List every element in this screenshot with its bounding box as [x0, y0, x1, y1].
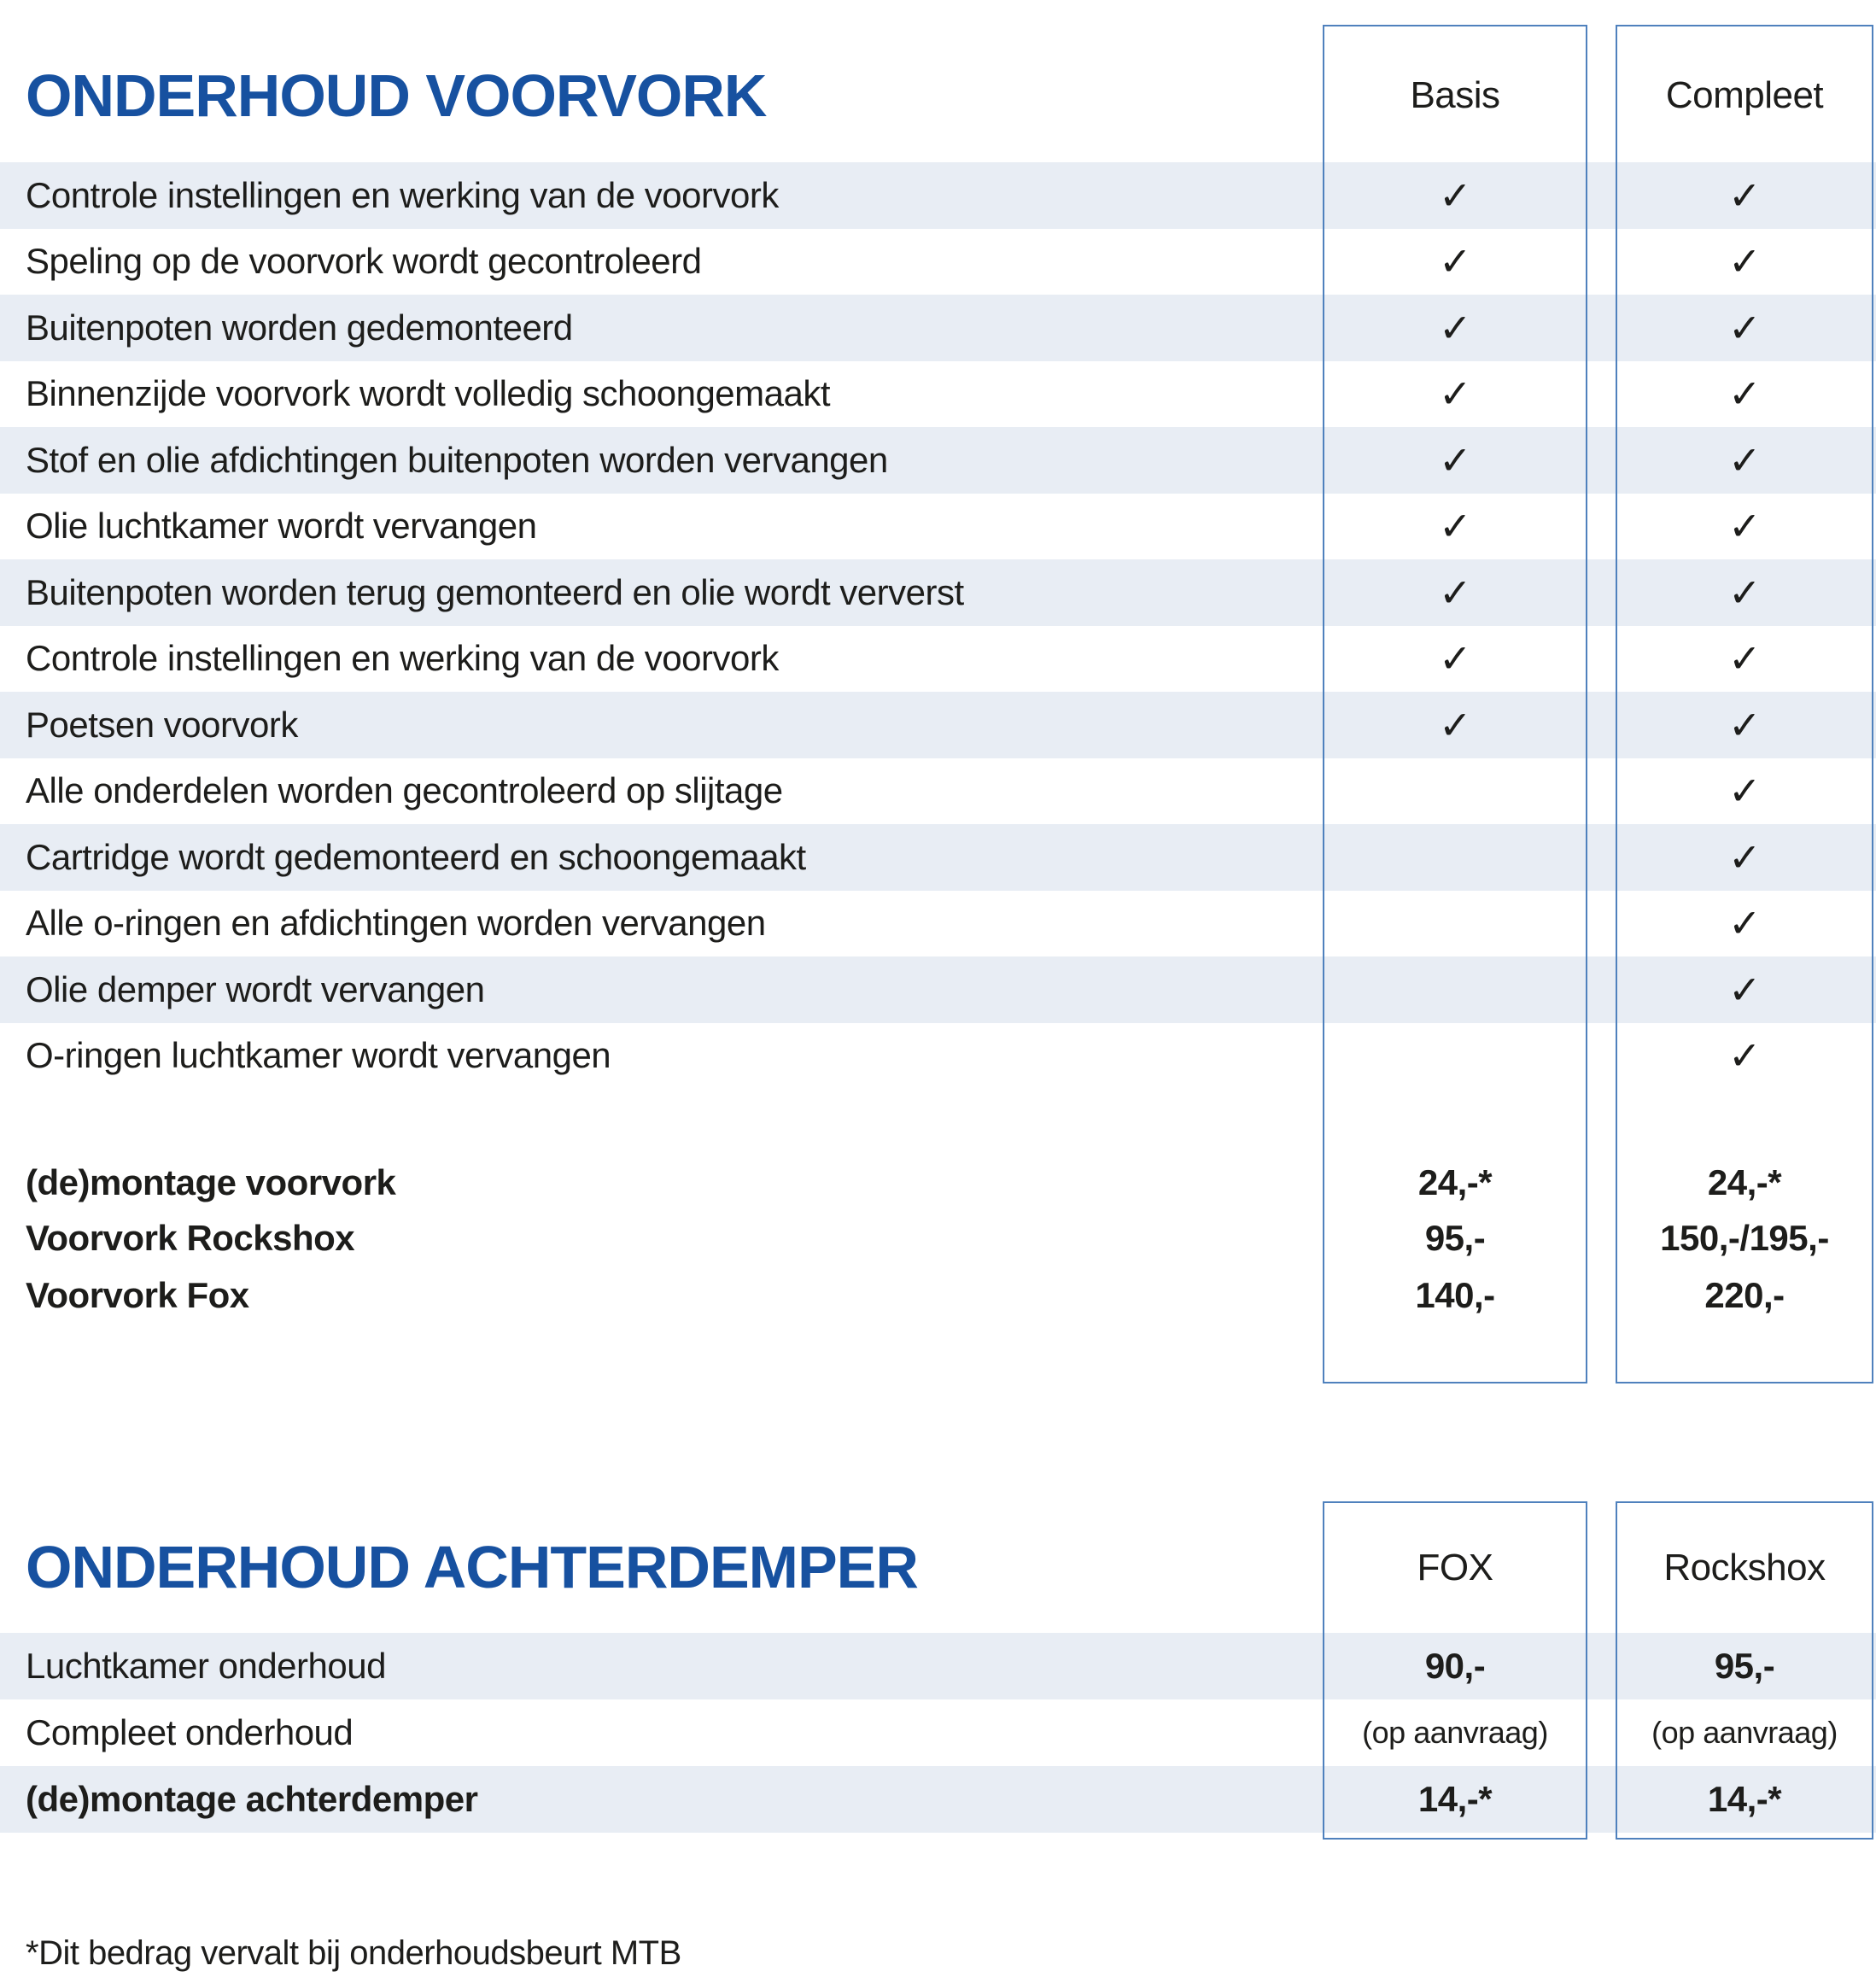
- row-label: Olie demper wordt vervangen: [26, 968, 485, 1009]
- table-row: [0, 692, 1876, 758]
- row-label: Buitenpoten worden gedemonteerd: [26, 307, 573, 348]
- check-icon: ✓: [1727, 172, 1762, 219]
- check-icon: ✓: [1438, 304, 1472, 351]
- table-row: [0, 1023, 1876, 1090]
- price-rockshox: (op aanvraag): [1651, 1715, 1838, 1750]
- rockshox-column-box: [1616, 1501, 1873, 1840]
- price-compleet: 24,-*: [1707, 1162, 1782, 1202]
- price-row: [0, 1273, 1876, 1318]
- table-row: [0, 891, 1876, 957]
- check-icon: ✓: [1727, 238, 1762, 285]
- price-row-label: (de)montage voorvork: [26, 1162, 396, 1202]
- check-icon: ✓: [1727, 371, 1762, 418]
- price-fox: 14,-*: [1417, 1779, 1493, 1819]
- table-row: [0, 494, 1876, 560]
- check-icon: ✓: [1727, 569, 1762, 616]
- check-icon: ✓: [1727, 635, 1762, 682]
- row-label: Stof en olie afdichtingen buitenpoten worden vervangen: [26, 439, 888, 480]
- price-row-label: Voorvork Rockshox: [26, 1218, 355, 1258]
- check-icon: ✓: [1727, 834, 1762, 880]
- check-icon: ✓: [1727, 503, 1762, 550]
- footnote: *Dit bedrag vervalt bij onderhoudsbeurt MTB: [26, 1934, 681, 1972]
- check-icon: ✓: [1438, 172, 1472, 219]
- price-compleet: 220,-: [1704, 1275, 1785, 1315]
- table-row: [0, 626, 1876, 693]
- price-compleet: 150,-/195,-: [1660, 1218, 1829, 1258]
- row-label: Luchtkamer onderhoud: [26, 1646, 386, 1686]
- check-icon: ✓: [1727, 966, 1762, 1013]
- table-row: [0, 956, 1876, 1023]
- price-basis: 140,-: [1415, 1275, 1495, 1315]
- check-icon: ✓: [1727, 304, 1762, 351]
- row-label: Controle instellingen en werking van de voorvork: [26, 174, 779, 215]
- table-row: [0, 162, 1876, 229]
- table-row: [0, 824, 1876, 891]
- price-rockshox: 95,-: [1714, 1646, 1775, 1686]
- row-label: (de)montage achterdemper: [26, 1779, 478, 1819]
- table-row: [0, 758, 1876, 825]
- row-label: Speling op de voorvork wordt gecontroleerd: [26, 241, 702, 282]
- price-fox: 90,-: [1424, 1646, 1486, 1686]
- check-icon: ✓: [1438, 371, 1472, 418]
- row-label: Compleet onderhoud: [26, 1712, 354, 1752]
- price-fox: (op aanvraag): [1362, 1715, 1548, 1750]
- table-row: [0, 427, 1876, 494]
- row-label: Alle o-ringen en afdichtingen worden vervangen: [26, 903, 766, 944]
- check-icon: ✓: [1727, 900, 1762, 947]
- row-label: Binnenzijde voorvork wordt volledig schoongemaakt: [26, 373, 831, 414]
- price-row: [0, 1161, 1876, 1205]
- price-row: [0, 1216, 1876, 1261]
- column-header-rockshox: Rockshox: [1663, 1547, 1826, 1588]
- check-icon: ✓: [1438, 436, 1472, 483]
- check-icon: ✓: [1438, 503, 1472, 550]
- fox-column-box: [1323, 1501, 1587, 1840]
- row-label: Poetsen voorvork: [26, 704, 298, 745]
- fork-section-title: ONDERHOUD VOORVORK: [26, 61, 767, 129]
- row-label: Cartridge wordt gedemonteerd en schoongemaakt: [26, 836, 806, 877]
- table-row: [0, 559, 1876, 626]
- check-icon: ✓: [1438, 238, 1472, 285]
- table-row: [0, 1699, 1876, 1766]
- check-icon: ✓: [1438, 569, 1472, 616]
- basis-column-box: [1323, 25, 1587, 1383]
- check-icon: ✓: [1727, 701, 1762, 748]
- check-icon: ✓: [1727, 768, 1762, 815]
- table-row: [0, 295, 1876, 361]
- row-label: Olie luchtkamer wordt vervangen: [26, 506, 537, 547]
- check-icon: ✓: [1438, 635, 1472, 682]
- compleet-column-box: [1616, 25, 1873, 1383]
- table-row: [0, 361, 1876, 428]
- price-basis: 24,-*: [1417, 1162, 1493, 1202]
- check-icon: ✓: [1727, 1032, 1762, 1079]
- table-row: [0, 1766, 1876, 1833]
- check-icon: ✓: [1438, 701, 1472, 748]
- column-header-basis: Basis: [1410, 74, 1500, 116]
- row-label: Alle onderdelen worden gecontroleerd op slijtage: [26, 770, 783, 811]
- shock-section-title: ONDERHOUD ACHTERDEMPER: [26, 1533, 918, 1600]
- table-row: [0, 1633, 1876, 1699]
- price-rockshox: 14,-*: [1707, 1779, 1782, 1819]
- row-label: O-ringen luchtkamer wordt vervangen: [26, 1035, 611, 1076]
- price-row-label: Voorvork Fox: [26, 1275, 249, 1315]
- price-basis: 95,-: [1424, 1218, 1486, 1258]
- check-icon: ✓: [1727, 436, 1762, 483]
- column-header-compleet: Compleet: [1665, 74, 1824, 116]
- row-label: Controle instellingen en werking van de voorvork: [26, 638, 779, 679]
- table-row: [0, 229, 1876, 295]
- column-header-fox: FOX: [1417, 1547, 1493, 1588]
- row-label: Buitenpoten worden terug gemonteerd en olie wordt ververst: [26, 571, 964, 612]
